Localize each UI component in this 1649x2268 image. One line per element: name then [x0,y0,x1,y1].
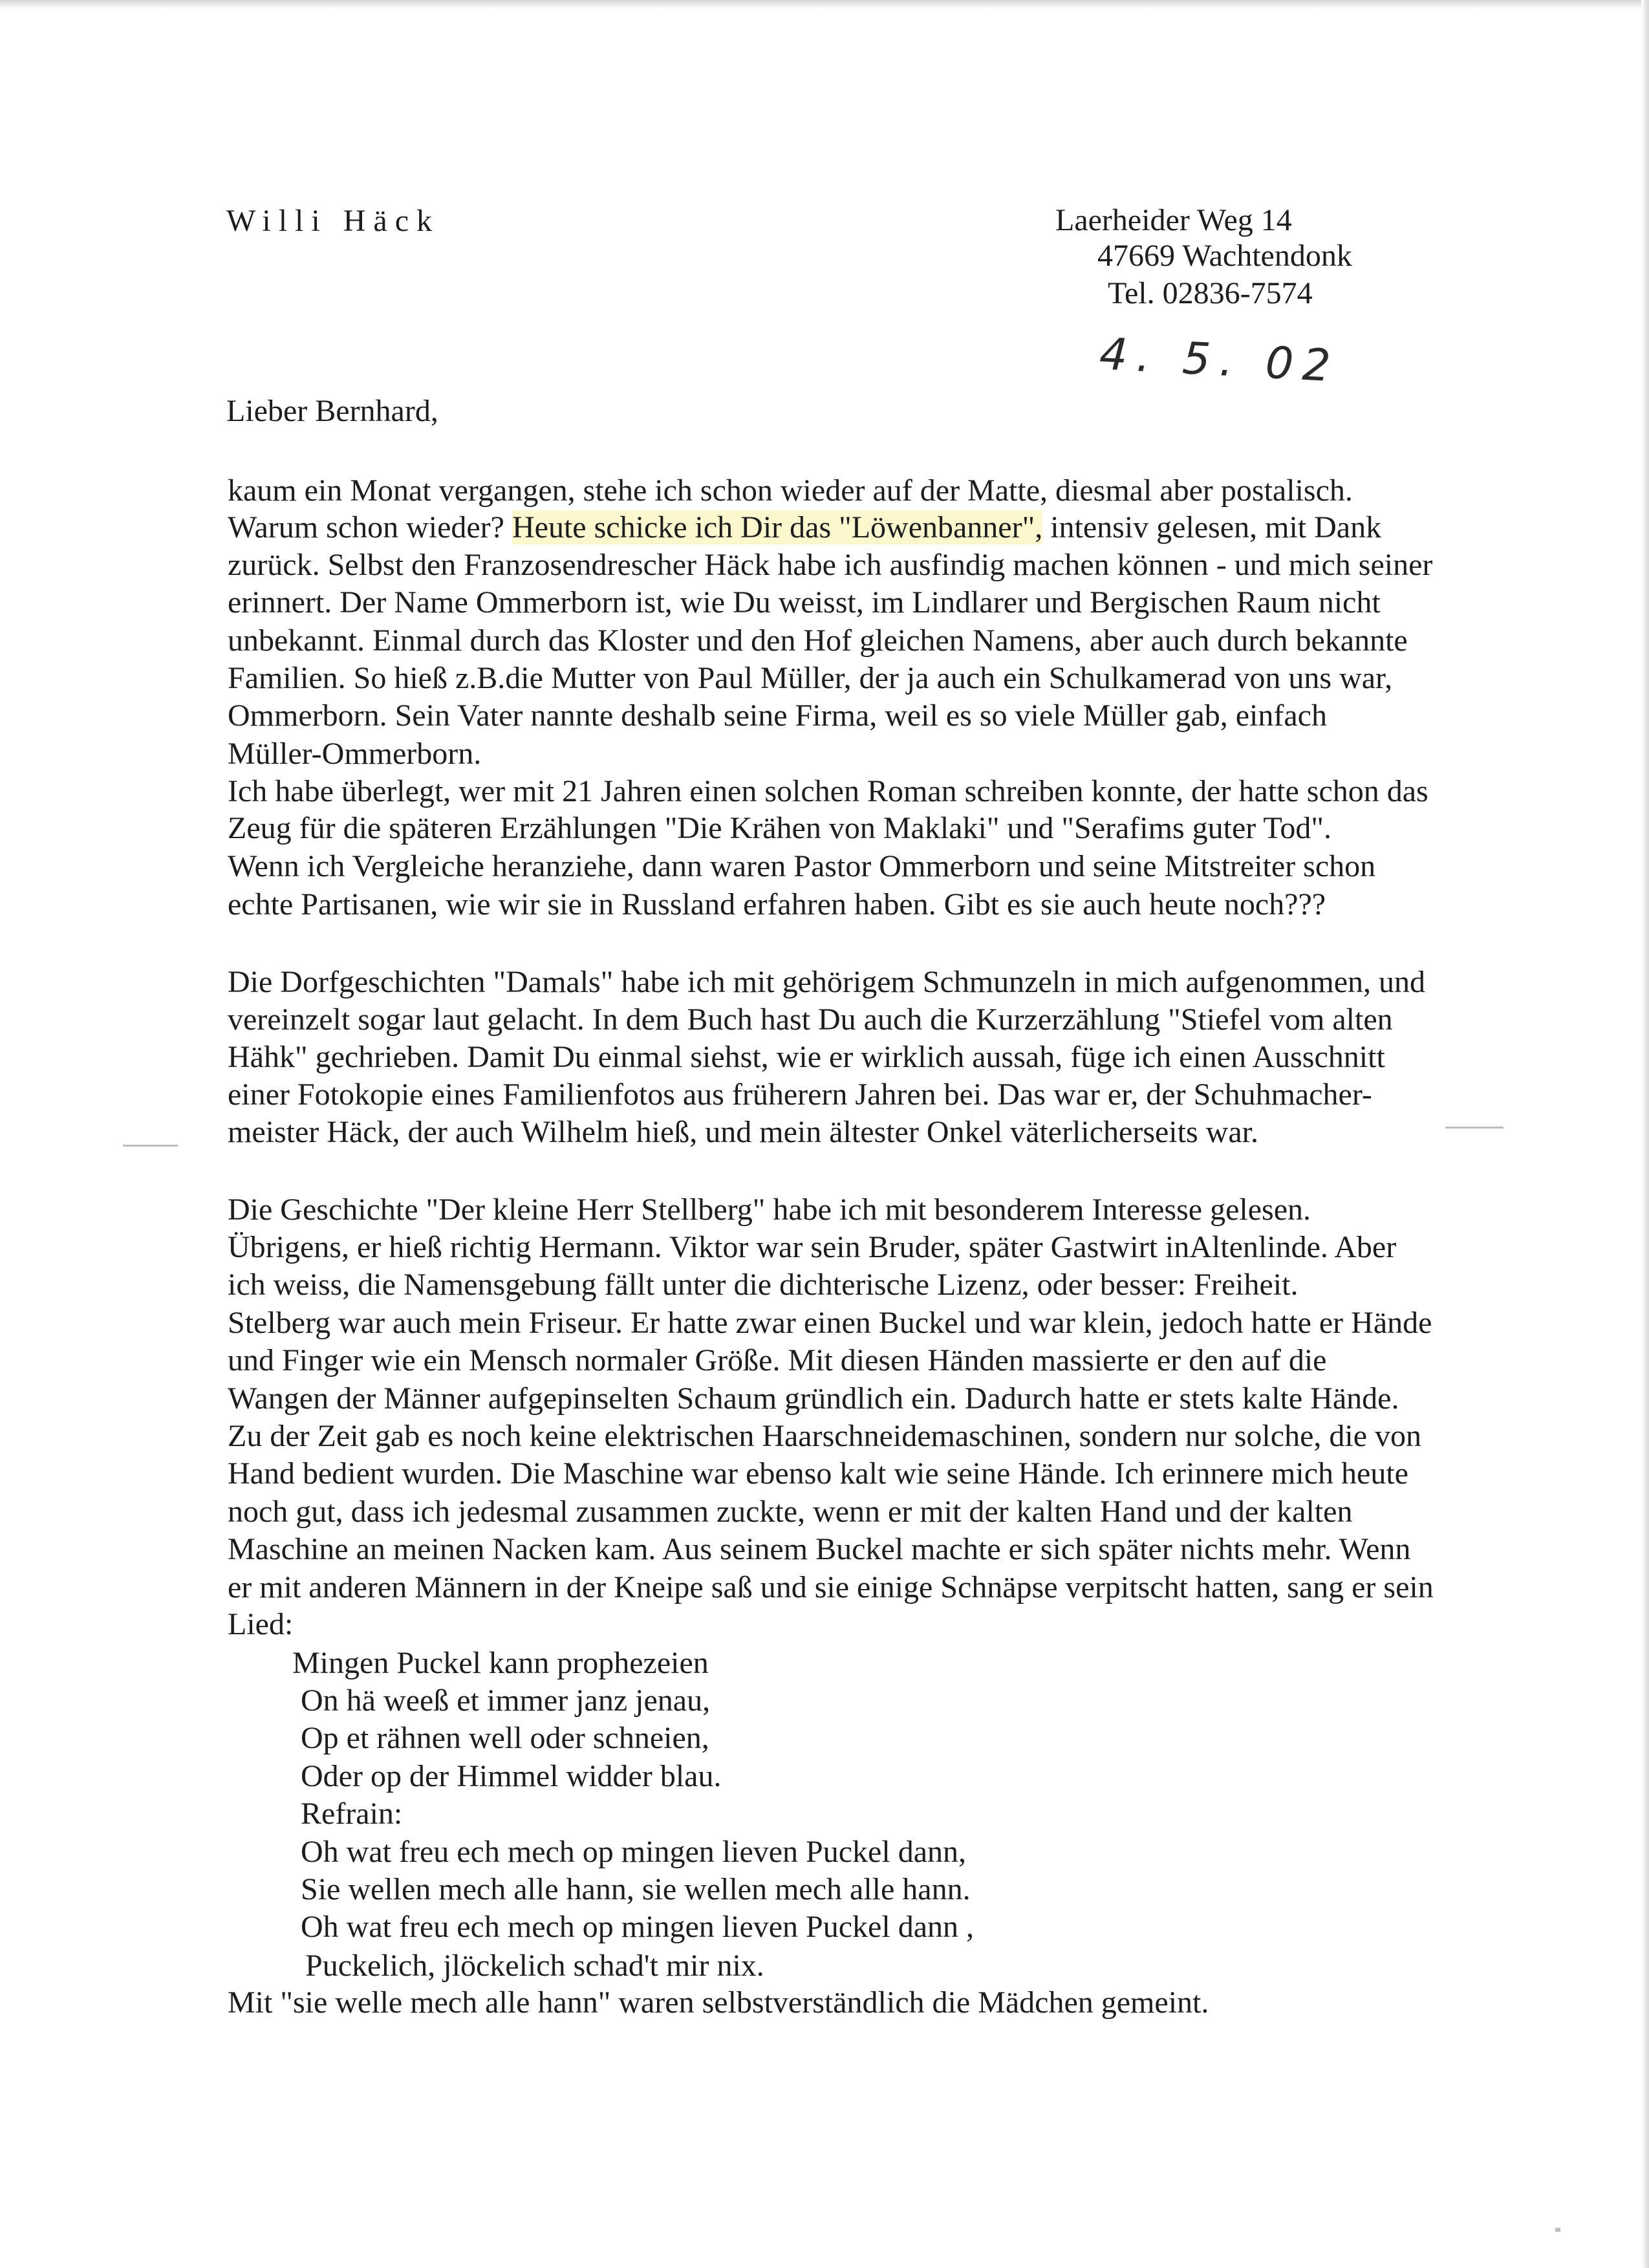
letter-line: Zeug für die späteren Erzählungen "Die Krähen von Maklaki" und "Serafims guter Tod". [228,811,1331,845]
letter-line: kaum ein Monat vergangen, stehe ich schon wieder auf der Matte, diesmal aber postalisch. [228,473,1353,508]
scan-mark [123,1145,178,1147]
letter-line: Die Geschichte "Der kleine Herr Stellberg" habe ich mit besonderem Interesse gelesen. [228,1193,1311,1227]
letter-line: Maschine an meinen Nacken kam. Aus seinem Buckel machte er sich später nichts mehr. Wenn [228,1532,1411,1566]
letter-line: echte Partisanen, wie wir sie in Russland erfahren haben. Gibt es sie auch heute noch??? [228,887,1326,922]
letter-line: ich weiss, die Namensgebung fällt unter die dichterische Lizenz, oder besser: Freiheit. [228,1268,1299,1302]
letter-line [228,509,1381,546]
address-street: Laerheider Weg 14 [1055,203,1292,237]
scan-right-edge [1641,0,1649,2268]
letter-line: Ich habe überlegt, wer mit 21 Jahren einen solchen Roman schreiben konnte, der hatte schon das [228,774,1428,808]
letter-line: erinnert. Der Name Ommerborn ist, wie Du weisst, im Lindlarer und Bergischen Raum nicht [228,585,1381,620]
highlighted-text: Heute schicke ich Dir das "Löwenbanner", [512,510,1043,545]
letter-line: Sie wellen mech alle hann, sie wellen mech alle hann. [301,1872,971,1906]
letter-line: Übrigens, er hieß richtig Hermann. Viktor war sein Bruder, später Gastwirt inAltenlinde. Aber [228,1230,1397,1264]
letter-line: meister Häck, der auch Wilhelm hieß, und mein ältester Onkel väterlicherseits war. [228,1115,1258,1149]
letter-line: noch gut, dass ich jedesmal zusammen zuckte, wenn er mit der kalten Hand und der kalten [228,1495,1353,1529]
letter-line: Puckelich, jlöckelich schad't mir nix. [305,1949,764,1983]
address-city: 47669 Wachtendonk [1097,239,1352,273]
letter-line: vereinzelt sogar laut gelacht. In dem Buch hast Du auch die Kurzerzählung "Stiefel vom alten [228,1002,1393,1037]
letter-line: Wenn ich Vergleiche heranziehe, dann waren Pastor Ommerborn und seine Mitstreiter schon [228,849,1376,883]
letter-line: Op et rähnen well oder schneien, [301,1721,709,1755]
scan-mark [1445,1127,1503,1129]
letter-line: On hä weeß et immer janz jenau, [301,1683,711,1718]
letter-line: Oh wat freu ech mech op mingen lieven Puckel dann, [301,1835,966,1869]
letter-line: Zu der Zeit gab es noch keine elektrischen Haarschneidemaschinen, sondern nur solche, die von [228,1419,1422,1453]
letter-line: Mit "sie welle mech alle hann" waren selbstverständlich die Mädchen gemeint. [228,1985,1209,2020]
greeting: Lieber Bernhard, [226,394,438,428]
letter-line: Hähk" gechrieben. Damit Du einmal siehst, wie er wirklich aussah, füge ich einen Ausschnitt [228,1040,1385,1074]
letter-line: zurück. Selbst den Franzosendrescher Häck habe ich ausfindig machen können - und mich seiner [228,548,1433,582]
letter-line: er mit anderen Männern in der Kneipe saß und sie einige Schnäpse verpitscht hatten, sang er sein [228,1570,1434,1604]
letter-line: Ommerborn. Sein Vater nannte deshalb seine Firma, weil es so viele Müller gab, einfach [228,698,1327,733]
letter-line: Stelberg war auch mein Friseur. Er hatte zwar einen Buckel und war klein, jedoch hatte er Hände [228,1306,1432,1340]
letter-line: Hand bedient wurden. Die Maschine war ebenso kalt wie seine Hände. Ich erinnere mich heute [228,1456,1408,1491]
letter-line: unbekannt. Einmal durch das Kloster und den Hof gleichen Namens, aber auch durch bekannte [228,623,1408,658]
line-segment: Warum schon wieder? [228,510,512,545]
address-phone: Tel. 02836-7574 [1108,276,1313,310]
line-segment: intensiv gelesen, mit Dank [1042,510,1382,545]
letter-line: Müller-Ommerborn. [228,737,482,771]
scan-top-edge [0,0,1649,9]
letter-line: Oder op der Himmel widder blau. [301,1759,722,1793]
letter-line: Familien. So hieß z.B.die Mutter von Paul Müller, der ja auch ein Schulkamerad von uns war, [228,661,1393,695]
handwritten-date: 4. 5. 02 [1098,329,1341,393]
letter-line: einer Fotokopie eines Familienfotos aus früherern Jahren bei. Das war er, der Schuhmacher- [228,1077,1372,1112]
sender-name: Willi Häck [226,204,440,238]
letter-line: Lied: [228,1607,294,1641]
letter-line: und Finger wie ein Mensch normaler Größe. Mit diesen Händen massierte er den auf die [228,1343,1327,1377]
scan-mark [1555,2228,1560,2232]
letter-line: Die Dorfgeschichten "Damals" habe ich mit gehörigem Schmunzeln in mich aufgenommen, und [228,965,1426,999]
letter-line: Wangen der Männer aufgepinselten Schaum gründlich ein. Dadurch hatte er stets kalte Hände. [228,1381,1399,1416]
letter-line: Oh wat freu ech mech op mingen lieven Puckel dann , [301,1910,974,1944]
letter-line: Mingen Puckel kann prophezeien [292,1646,709,1680]
letter-line: Refrain: [301,1797,403,1831]
